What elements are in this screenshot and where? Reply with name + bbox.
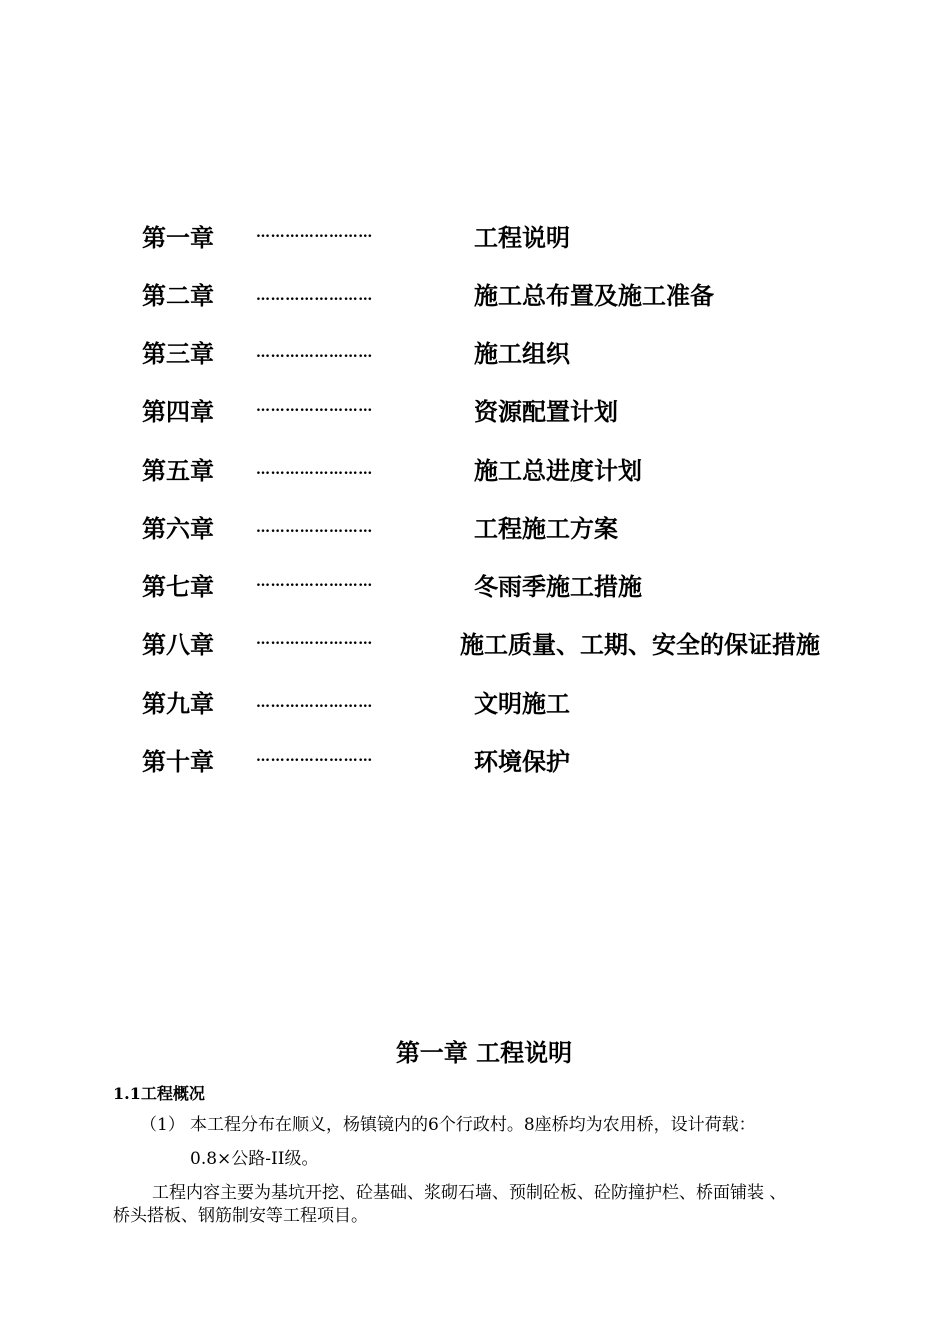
toc-chapter-title: 资源配置计划 (474, 397, 618, 426)
toc-row (0, 570, 950, 610)
toc-leader-dots: …………………… (256, 288, 373, 304)
toc-chapter-label: 第一章 (142, 223, 214, 252)
toc-chapter-label: 第三章 (142, 339, 214, 368)
toc-chapter-label: 第八章 (142, 630, 214, 659)
toc-leader-dots: …………………… (256, 574, 373, 590)
toc-leader-dots: …………………… (256, 749, 373, 765)
toc-row (0, 337, 950, 377)
toc-chapter-label: 第九章 (142, 689, 214, 718)
toc-chapter-title: 施工组织 (474, 339, 570, 368)
toc-row (0, 279, 950, 319)
toc-leader-dots: …………………… (256, 225, 373, 241)
toc-leader-dots: …………………… (256, 695, 373, 711)
list-item (140, 1112, 756, 1138)
toc-row (0, 687, 950, 727)
toc-leader-dots: …………………… (256, 462, 373, 478)
toc-leader-dots: …………………… (256, 345, 373, 361)
section-title: 1.1工程概况 (113, 1084, 205, 1103)
toc-leader-dots: …………………… (256, 399, 373, 415)
toc-chapter-label: 第二章 (142, 281, 214, 310)
toc-chapter-title: 施工总进度计划 (474, 456, 642, 485)
toc-row (0, 395, 950, 435)
toc-row (0, 454, 950, 494)
toc-row (0, 745, 950, 785)
toc-chapter-title: 施工质量、工期、安全的保证措施 (460, 630, 820, 659)
toc-chapter-label: 第四章 (142, 397, 214, 426)
toc-chapter-title: 工程说明 (474, 223, 570, 252)
toc-chapter-title: 冬雨季施工措施 (474, 572, 642, 601)
toc-row (0, 221, 950, 261)
list-item-text: 本工程分布在顺义，杨镇镜内的6个行政村。8座桥均为农用桥，设计荷载： (190, 1115, 756, 1135)
toc-chapter-label: 第七章 (142, 572, 214, 601)
toc-chapter-title: 施工总布置及施工准备 (474, 281, 714, 310)
toc-leader-dots: …………………… (256, 632, 373, 648)
chapter-heading: 第一章 工程说明 (395, 1038, 573, 1067)
list-item-continuation: 0.8×公路-II级。 (190, 1149, 319, 1169)
paragraph-line: 工程内容主要为基坑开挖、砼基础、浆砌石墙、预制砼板、砼防撞护栏、桥面铺装 、 (152, 1183, 787, 1203)
toc-chapter-label: 第五章 (142, 456, 214, 485)
list-item-number: （1） (140, 1115, 185, 1135)
toc-chapter-label: 第十章 (142, 747, 214, 776)
paragraph-line: 桥头搭板、钢筋制安等工程项目。 (113, 1206, 368, 1226)
toc-chapter-title: 工程施工方案 (474, 514, 618, 543)
toc-chapter-title: 环境保护 (474, 747, 570, 776)
toc-chapter-title: 文明施工 (474, 689, 570, 718)
toc-chapter-label: 第六章 (142, 514, 214, 543)
toc-leader-dots: …………………… (256, 520, 373, 536)
toc-row (0, 512, 950, 552)
toc-row (0, 628, 950, 668)
